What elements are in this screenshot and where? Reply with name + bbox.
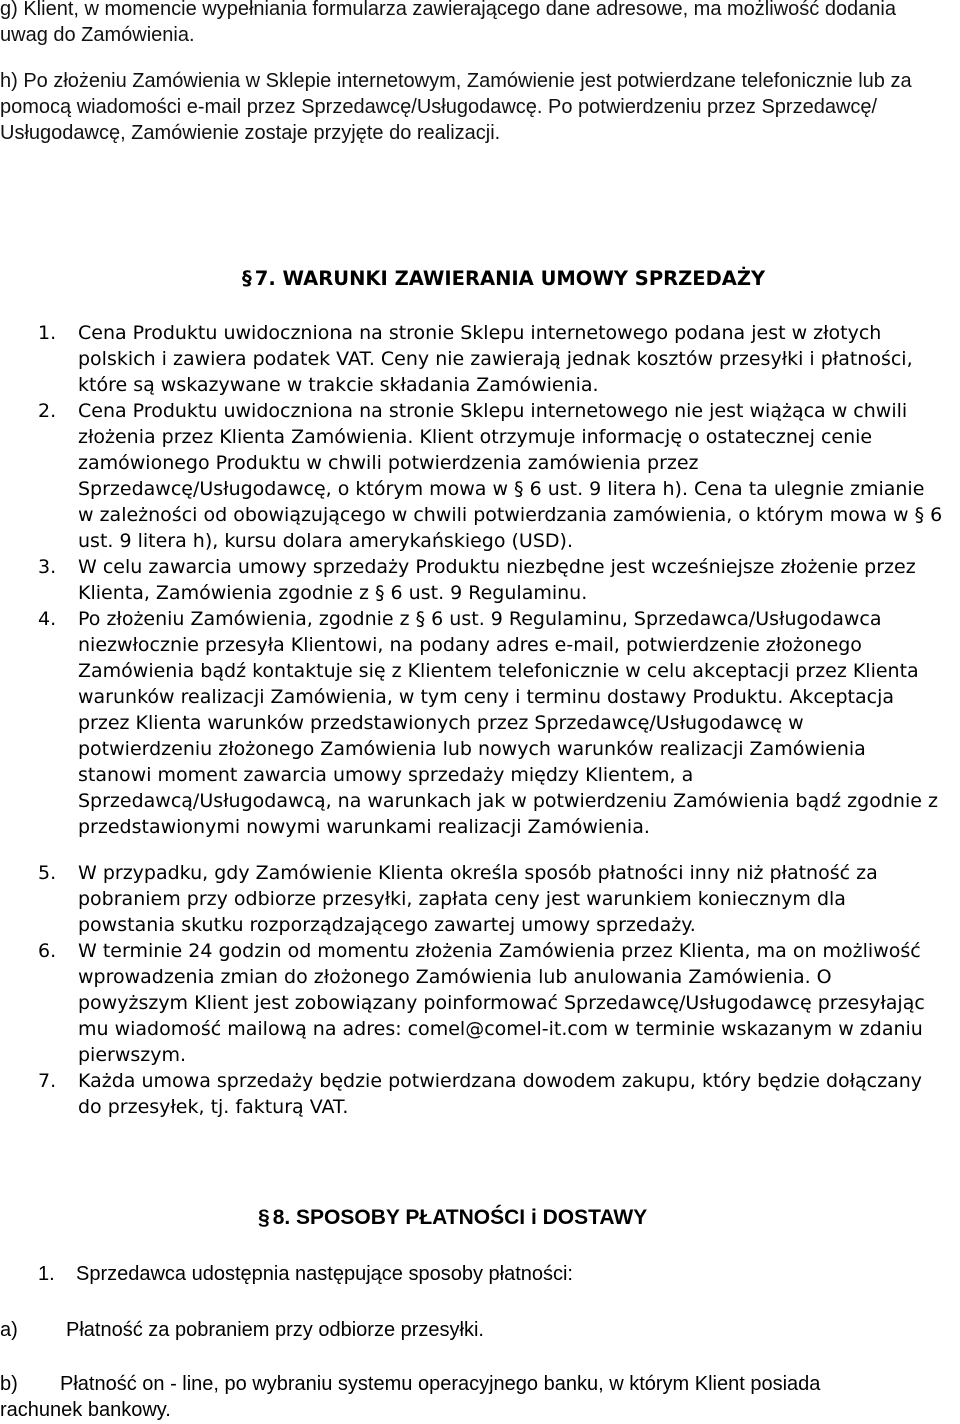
- payment-intro-item: [38, 1261, 573, 1287]
- list-item: [38, 606, 943, 840]
- section-symbol: §: [242, 267, 252, 290]
- payment-option: [0, 1317, 920, 1343]
- list-item-number: 5.: [38, 862, 57, 884]
- list-item-number: 6.: [38, 940, 57, 962]
- option-letter: b): [0, 1373, 18, 1395]
- section-symbol: §: [258, 1206, 270, 1229]
- option-letter: a): [0, 1319, 18, 1341]
- list-item-number: 3.: [38, 556, 57, 578]
- list-item-text: Każda umowa sprzedaży będzie potwierdzana dowodem zakupu, który będzie dołączany do przesyłek, tj. fakturą VAT.: [78, 1070, 923, 1118]
- list-item-text: Cena Produktu uwidoczniona na stronie Sklepu internetowego podana jest w złotych polskich i zawiera podatek VAT. Ceny nie zawierają jednak kosztów przesyłki i płatności, które są wskazywane w trakcie składania Zamówienia.: [78, 322, 913, 396]
- list-item-text: Po złożeniu Zamówienia, zgodnie z § 6 ust. 9 Regulaminu, Sprzedawca/Usługodawca niezwłocznie przesyła Klientowi, na podany adres e-mail, potwierdzenie złożonego Zamówienia bądź kontaktuje się z Klientem telefonicznie w celu akceptacji przez Klienta warunków realizacji Zamówienia, w tym ceny i terminu dostawy Produktu. Akceptacja przez Klienta warunków przedstawionych przez Sprzedawcę/Usługodawcę w potwierdzeniu złożonego Zamówienia lub nowych warunków realizacji Zamówienia stanowi moment zawarcia umowy sprzedaży między Klientem, a Sprzedawcą/Usługodawcą, na warunkach jak w potwierdzeniu Zamówienia bądź zgodnie z przedstawionymi nowymi warunkami realizacji Zamówienia.: [78, 608, 938, 838]
- section-7-title: 7. WARUNKI ZAWIERANIA UMOWY SPRZEDAŻY: [254, 267, 766, 290]
- section-7-heading: [242, 266, 765, 292]
- list-item: [38, 860, 943, 938]
- list-item: [38, 398, 943, 554]
- list-item-text: W przypadku, gdy Zamówienie Klienta określa sposób płatności inny niż płatność za pobraniem przy odbiorze przesyłki, zapłata ceny jest warunkiem koniecznym dla powstania skutku rozporządzającego zawartej umowy sprzedaży.: [78, 862, 878, 936]
- list-item-number: 7.: [38, 1070, 57, 1092]
- list-item-text: W celu zawarcia umowy sprzedaży Produktu niezbędne jest wcześniejsze złożenie przez Klienta, Zamówienia zgodnie z § 6 ust. 9 Regulaminu.: [78, 556, 916, 604]
- paragraph-h: h) Po złożeniu Zamówienia w Sklepie internetowym, Zamówienie jest potwierdzane telefonicznie lub za pomocą wiadomości e-mail przez Sprzedawcę/Usługodawcę. Po potwierdzeniu przez Sprzedawcę/ Usługodawcę, Zamówienie zostaje przyjęte do realizacji.: [0, 70, 912, 144]
- list-item-number: 1.: [38, 1263, 55, 1285]
- list-item-text: Cena Produktu uwidoczniona na stronie Sklepu internetowego nie jest wiążąca w chwili złożenia przez Klienta Zamówienia. Klient otrzymuje informację o ostatecznej cenie zamówionego Produktu w chwili potwierdzenia zamówienia przez Sprzedawcę/Usługodawcę, o którym mowa w § 6 ust. 9 litera h). Cena ta ulegnie zmianie w zależności od obowiązującego w chwili potwierdzania zamówienia, o którym mowa w § 6 ust. 9 litera h), kursu dolara amerykańskiego (USD).: [78, 400, 943, 552]
- list-item-number: 4.: [38, 608, 57, 630]
- list-item-text: Sprzedawca udostępnia następujące sposoby płatności:: [76, 1263, 573, 1285]
- list-item-number: 2.: [38, 400, 57, 422]
- list-item: [38, 554, 943, 606]
- list-item: [38, 938, 943, 1068]
- section-8-title: 8. SPOSOBY PŁATNOŚCI i DOSTAWY: [272, 1206, 648, 1229]
- paragraph-g: g) Klient, w momencie wypełniania formularza zawierającego dane adresowe, ma możliwość dodania uwag do Zamówienia.: [0, 0, 896, 46]
- list-item: [38, 1068, 943, 1120]
- list-item-number: 1.: [38, 322, 57, 344]
- option-text: Płatność za pobraniem przy odbiorze przesyłki.: [66, 1319, 484, 1341]
- payment-option: [0, 1371, 905, 1423]
- section-8-heading: [258, 1205, 647, 1231]
- list-item: [38, 320, 943, 398]
- option-text: Płatność on - line, po wybraniu systemu operacyjnego banku, w którym Klient posiada rachunek bankowy.: [0, 1373, 821, 1421]
- list-item-text: W terminie 24 godzin od momentu złożenia Zamówienia przez Klienta, ma on możliwość wprowadzenia zmian do złożonego Zamówienia lub anulowania Zamówienia. O powyższym Klient jest zobowiązany poinformować Sprzedawcę/Usługodawcę przesyłając mu wiadomość mailową na adres: comel@comel-it.com w terminie wskazanym w zdaniu pierwszym.: [78, 940, 925, 1066]
